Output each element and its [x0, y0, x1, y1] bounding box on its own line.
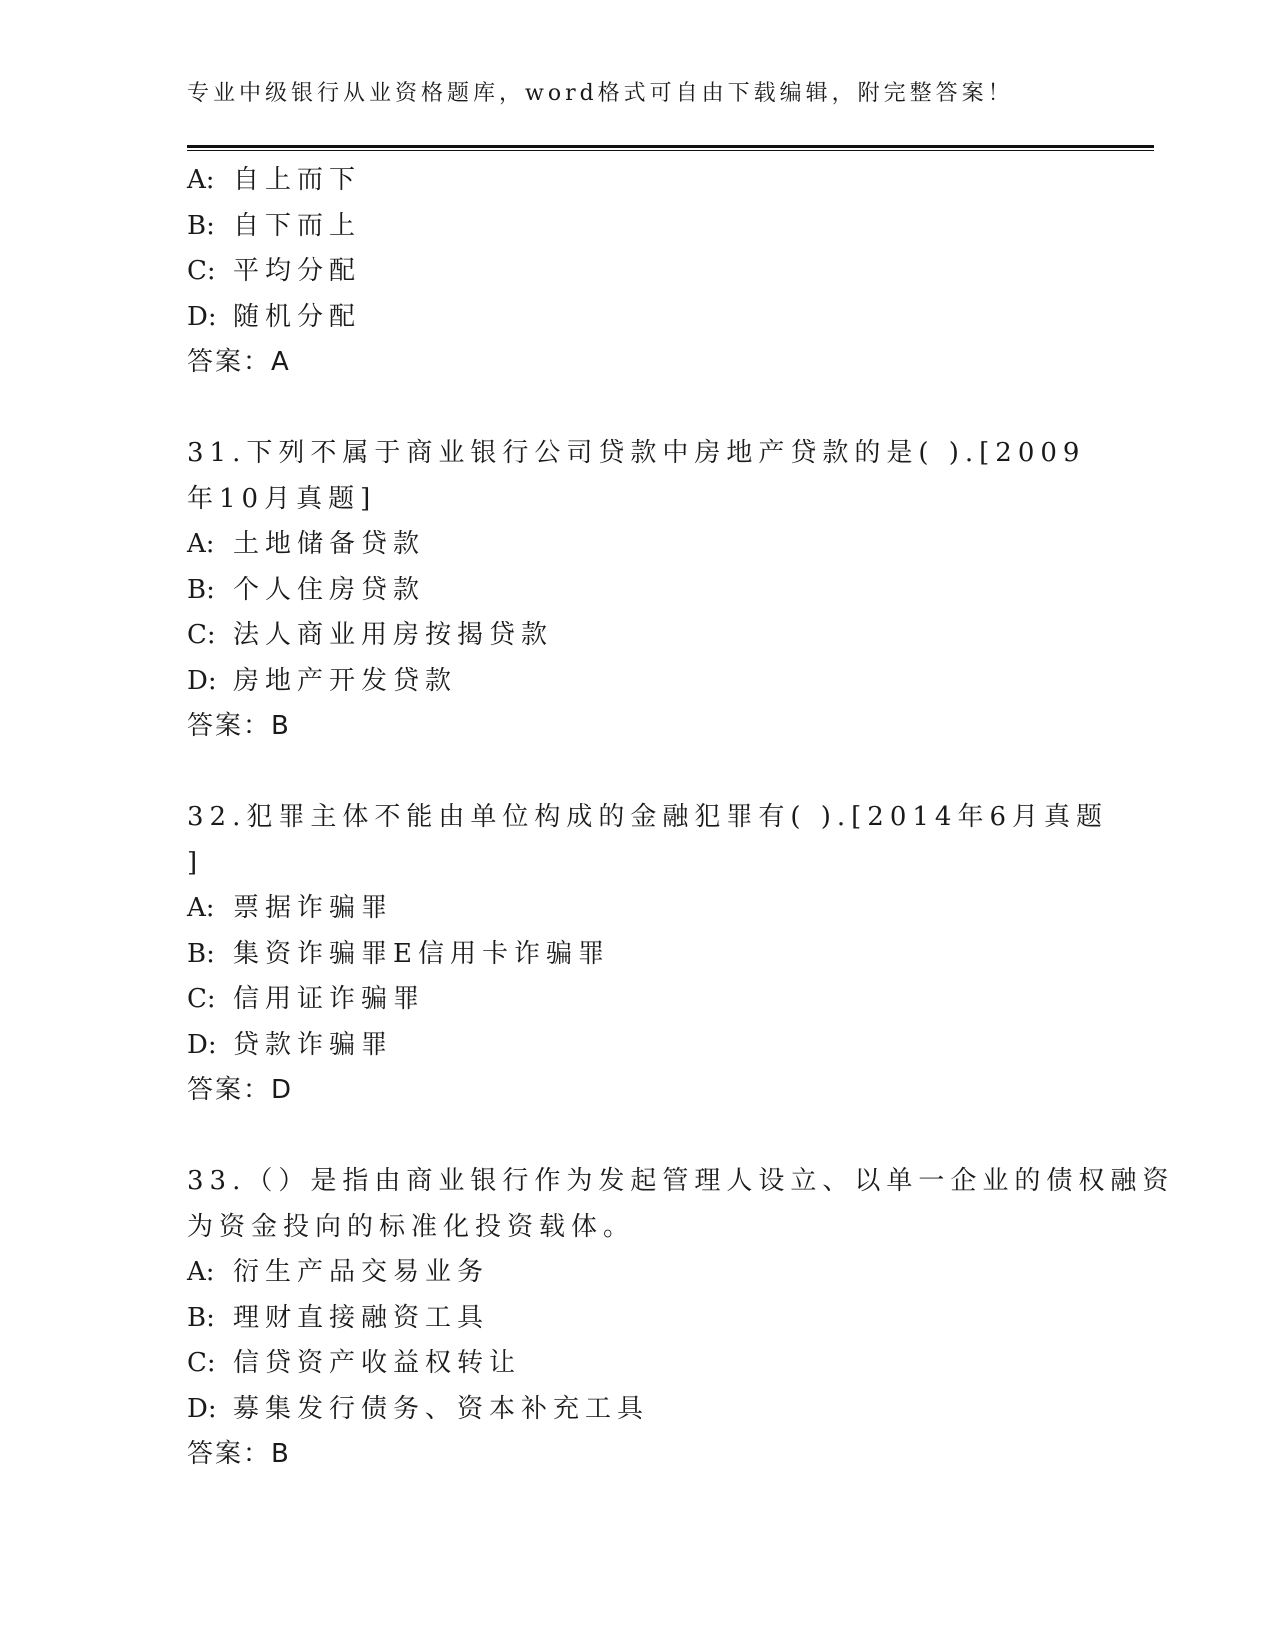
option-text: 募集发行债务、资本补充工具	[233, 1393, 650, 1424]
option-label: A:	[187, 893, 215, 923]
option-d	[187, 1023, 1087, 1069]
option-a	[187, 522, 1087, 568]
option-label: B:	[187, 210, 215, 241]
option-a	[187, 1250, 1087, 1296]
option-label: A:	[187, 1257, 215, 1287]
option-label: C:	[187, 256, 216, 286]
option-d	[187, 295, 1087, 341]
question-32	[187, 795, 1109, 1114]
option-label: A:	[187, 165, 215, 195]
option-label: D:	[187, 1393, 217, 1424]
option-text: 自下而上	[233, 210, 362, 241]
option-text: 土地储备贷款	[233, 529, 426, 559]
option-text: 个人住房贷款	[233, 574, 426, 605]
option-text: 自上而下	[233, 165, 362, 195]
option-a	[187, 158, 1087, 204]
option-label: C:	[187, 1348, 216, 1378]
answer-line: 答案：B	[187, 711, 291, 741]
question-33	[187, 1159, 1175, 1478]
question-stem-line: 32.犯罪主体不能由单位构成的金融犯罪有( ).[2014年6月真题	[187, 802, 1109, 832]
answer-line: 答案：A	[187, 347, 291, 377]
option-b	[187, 568, 1087, 614]
header-rule-thin	[187, 150, 1154, 151]
option-d	[187, 659, 1087, 705]
option-c	[187, 977, 1087, 1023]
option-b	[187, 932, 1087, 978]
option-text: 衍生产品交易业务	[233, 1257, 490, 1287]
option-b	[187, 1296, 1087, 1342]
option-c	[187, 249, 1087, 295]
question-content	[187, 158, 1175, 1478]
prev-question-options	[187, 158, 1087, 386]
spacer	[187, 386, 1087, 432]
option-text: 信贷资产收益权转让	[233, 1348, 522, 1378]
spacer	[187, 1114, 1087, 1160]
option-label: B:	[187, 1302, 215, 1333]
answer-line: 答案：B	[187, 1439, 291, 1469]
option-label: D:	[187, 1029, 217, 1060]
option-text: 平均分配	[233, 256, 362, 286]
spacer	[187, 750, 1087, 796]
option-c	[187, 1341, 1087, 1387]
option-d	[187, 1387, 1087, 1433]
question-stem-line: 31.下列不属于商业银行公司贷款中房地产贷款的是( ).[2009	[187, 438, 1086, 468]
option-text: 理财直接融资工具	[233, 1302, 490, 1333]
option-text: 法人商业用房按揭贷款	[233, 620, 554, 650]
option-label: D:	[187, 665, 217, 696]
question-stem-line: 为资金投向的标准化投资载体。	[187, 1211, 636, 1242]
option-label: B:	[187, 574, 215, 605]
header-rule-thick	[187, 145, 1154, 148]
question-31	[187, 431, 1087, 750]
option-label: D:	[187, 301, 217, 332]
option-label: C:	[187, 620, 216, 650]
option-c	[187, 613, 1087, 659]
option-label: A:	[187, 529, 215, 559]
option-text: 房地产开发贷款	[233, 665, 458, 696]
option-text: 票据诈骗罪	[233, 893, 394, 923]
page-header: 专业中级银行从业资格题库，word格式可自由下载编辑，附完整答案！	[187, 81, 1014, 106]
option-label: C:	[187, 984, 216, 1014]
option-text: 信用证诈骗罪	[233, 984, 426, 1014]
option-label: B:	[187, 938, 215, 969]
option-text: 随机分配	[233, 301, 362, 332]
option-a	[187, 886, 1087, 932]
option-text: 集资诈骗罪E信用卡诈骗罪	[233, 938, 610, 969]
question-stem-line: 33.（）是指由商业银行作为发起管理人设立、以单一企业的债权融资	[187, 1166, 1175, 1196]
question-stem-line: ]	[187, 847, 204, 878]
question-stem-line: 年10月真题]	[187, 483, 377, 514]
option-text: 贷款诈骗罪	[233, 1029, 394, 1060]
answer-line: 答案：D	[187, 1075, 294, 1105]
option-b	[187, 204, 1087, 250]
